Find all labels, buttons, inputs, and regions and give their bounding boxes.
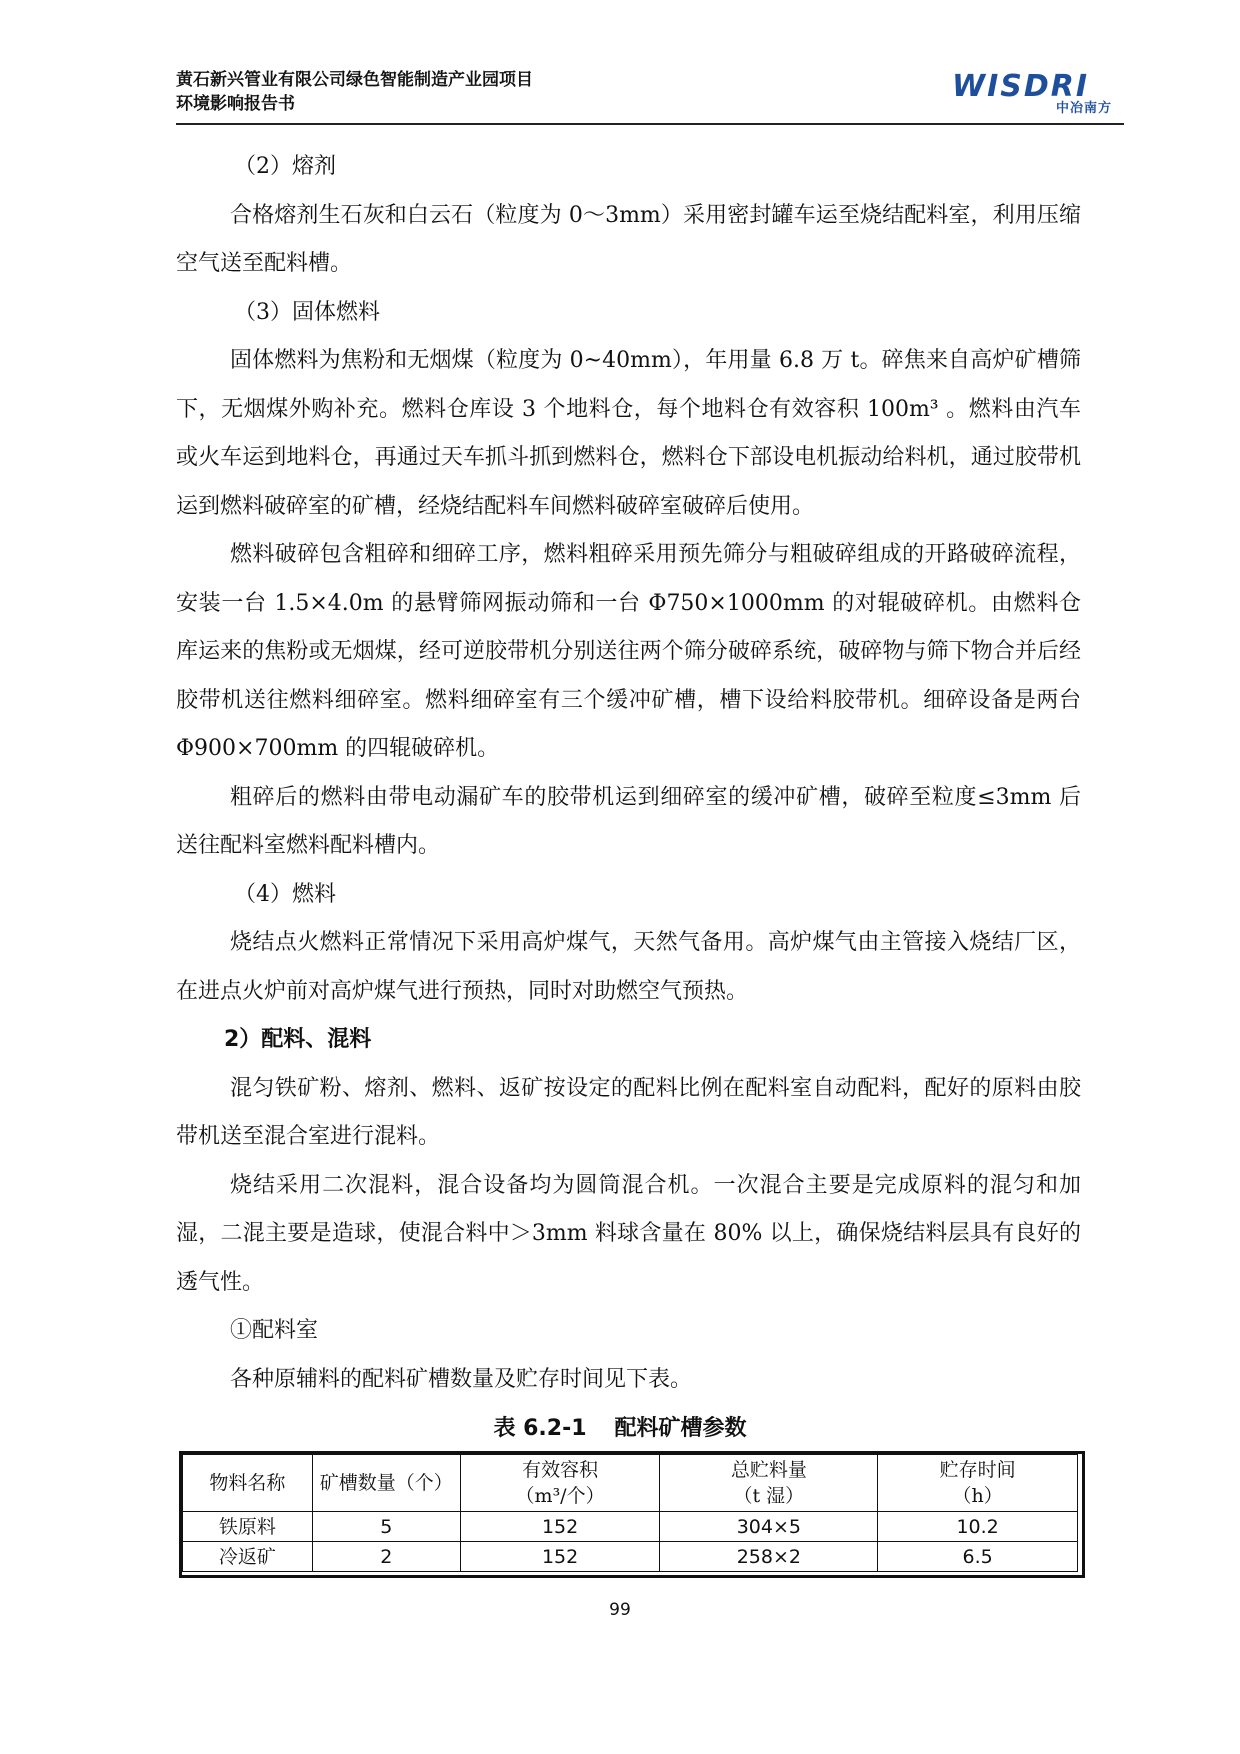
paragraph: 烧结点火燃料正常情况下采用高炉煤气，天然气备用。高炉煤气由主管接入烧结厂区，在进点火炉前对高炉煤气进行预热，同时对助燃空气预热。 [176,930,1081,1004]
document-title [176,68,533,116]
table-header-cell: 物料名称 [183,1455,313,1512]
table-row [183,1542,1078,1572]
page-header [176,68,1124,126]
table-caption-number: 表 6.2-1 [493,1416,587,1441]
logo-wordmark: WISDRI [952,70,1090,104]
table-caption-title: 配料矿槽参数 [614,1416,747,1441]
table-cell: 铁原料 [183,1512,313,1542]
section-heading: 2）配料、混料 [224,1027,372,1052]
table-row [183,1512,1078,1542]
table-cell: 6.5 [878,1542,1078,1572]
table-header-cell: 矿槽数量（个） [312,1455,460,1512]
header-rule [176,123,1124,125]
table-cell: 152 [460,1542,660,1572]
paragraph: ①配料室 [230,1318,319,1343]
table-header-cell: 有效容积 （m³/个） [460,1455,660,1512]
table-cell: 304×5 [660,1512,878,1542]
paragraph: 烧结采用二次混料，混合设备均为圆筒混合机。一次混合主要是完成原料的混匀和加湿，二混主要是造球，使混合料中＞3mm 料球含量在 80% 以上，确保烧结料层具有良好的透气性。 [176,1172,1081,1295]
table-header-cell: 贮存时间 （h） [878,1455,1078,1512]
document-title-line2: 环境影响报告书 [176,94,295,114]
table-cell: 冷返矿 [183,1542,313,1572]
subsection-heading: （3）固体燃料 [234,299,380,325]
table-cell: 2 [312,1542,460,1572]
page-number: 99 [609,1600,631,1620]
paragraph: 混匀铁矿粉、熔剂、燃料、返矿按设定的配料比例在配料室自动配料，配好的原料由胶带机送至混合室进行混料。 [176,1075,1081,1149]
table-cell: 5 [312,1512,460,1542]
paragraph: 燃料破碎包含粗碎和细碎工序，燃料粗碎采用预先筛分与粗破碎组成的开路破碎流程，安装一台 1.5×4.0m 的悬臂筛网振动筛和一台 Φ750×1000mm 的对辊破碎机。由燃料仓库运来的焦粉或无烟煤，经可逆胶带机分别送往两个筛分破碎系统，破碎物与筛下物合并后经胶带机送往燃料细碎室。燃料细碎室有三个缓冲矿槽，槽下设给料胶带机。细碎设备是两台 Φ900×700mm 的四辊破碎机。 [176,542,1081,761]
table-caption [0,1411,1240,1442]
table-header-row [183,1455,1078,1512]
paragraph: 合格熔剂生石灰和白云石（粒度为 0～3mm）采用密封罐车运至烧结配料室，利用压缩空气送至配料槽。 [176,202,1081,276]
table-cell: 258×2 [660,1542,878,1572]
logo-subtitle: 中冶南方 [1055,101,1112,116]
paragraph: 各种原辅料的配料矿槽数量及贮存时间见下表。 [230,1366,693,1392]
document-title-line1: 黄石新兴管业有限公司绿色智能制造产业园项目 [176,70,533,90]
hopper-parameter-table [182,1454,1078,1572]
subsection-heading: （4）燃料 [234,881,336,907]
table-cell: 10.2 [878,1512,1078,1542]
paragraph: 粗碎后的燃料由带电动漏矿车的胶带机运到细碎室的缓冲矿槽，破碎至粒度≤3mm 后送往配料室燃料配料槽内。 [176,784,1081,858]
subsection-heading: （2）熔剂 [234,154,336,179]
table-cell: 152 [460,1512,660,1542]
body-text [176,143,1081,1404]
table-header-cell: 总贮料量 （t 湿） [660,1455,878,1512]
paragraph: 固体燃料为焦粉和无烟煤（粒度为 0~40mm），年用量 6.8 万 t。碎焦来自高炉矿槽筛下，无烟煤外购补充。燃料仓库设 3 个地料仓，每个地料仓有效容积 100m³ 。燃料由汽车或火车运到地料仓，再通过天车抓斗抓到燃料仓，燃料仓下部设电机振动给料机，通过胶带机运到燃料破碎室的矿槽，经烧结配料车间燃料破碎室破碎后使用。 [176,348,1081,519]
